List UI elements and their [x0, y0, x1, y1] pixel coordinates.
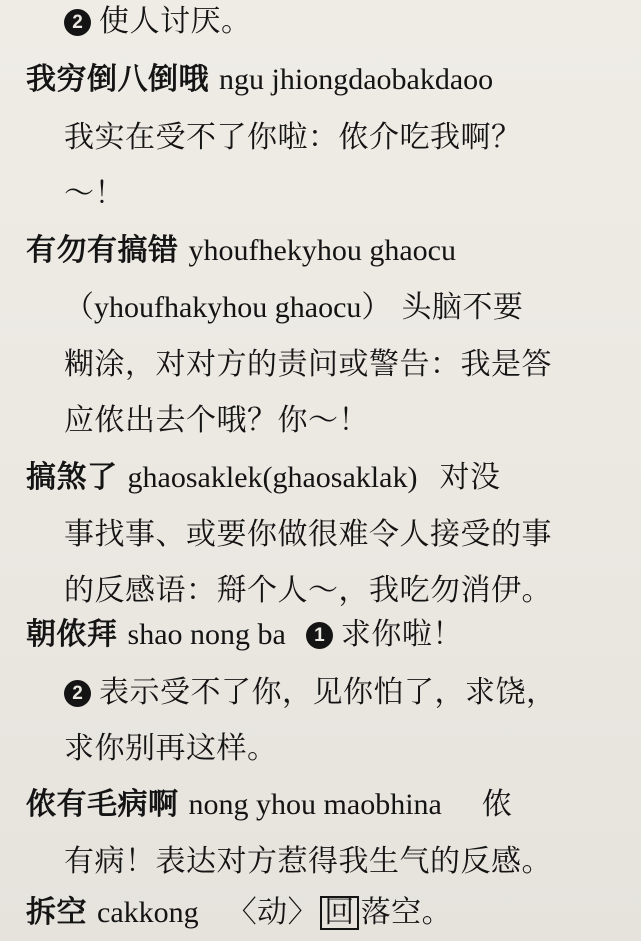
- headword: 有勿有搞错: [26, 233, 179, 268]
- entry-headline: [26, 458, 500, 498]
- definition-line: [64, 288, 523, 328]
- boxed-label: 回: [320, 896, 359, 930]
- entry-headline: [26, 231, 456, 271]
- sense-text: 求你啦！: [340, 617, 463, 652]
- headword: 拆空: [26, 895, 87, 930]
- alternate-pronunciation: （yhoufhakyhou ghaocu）: [64, 291, 392, 324]
- entry-headline: [26, 893, 452, 933]
- definition-line: [64, 515, 552, 555]
- example-text: ～！: [64, 176, 125, 211]
- sense-marker: 2: [64, 9, 91, 36]
- definition-line: [64, 729, 278, 769]
- sense-marker: 2: [64, 680, 91, 707]
- definition-line: [64, 345, 552, 385]
- definition-text: 应侬出去个哦？你～！: [64, 403, 369, 438]
- definition-line: [64, 401, 369, 441]
- definition-text: 落空。: [360, 895, 453, 930]
- pronunciation: ghaosaklek(ghaosaklak): [127, 461, 418, 494]
- pronunciation: yhoufhekyhou ghaocu: [188, 234, 456, 267]
- entry-headline: [26, 615, 463, 655]
- definition-line: [64, 174, 125, 214]
- headword: 朝侬拜: [26, 617, 118, 652]
- definition-text: 我实在受不了你啦：侬介吃我啊？: [64, 120, 522, 155]
- definition-text: 头脑不要: [401, 290, 524, 325]
- pronunciation: shao nong ba: [127, 618, 286, 651]
- entry-headline: [26, 60, 493, 100]
- definition-text: 有病！表达对方惹得我生气的反感。: [64, 844, 552, 879]
- sense-text: 求你别再这样。: [64, 731, 278, 766]
- definition-text: 对没: [439, 460, 501, 495]
- pronunciation: ngu jhiongdaobakdaoo: [219, 63, 494, 96]
- definition-line: [64, 842, 552, 882]
- pronunciation: nong yhou maobhina: [188, 788, 442, 821]
- sense-line: [64, 673, 557, 713]
- definition-text: 糊涂，对对方的责问或警告：我是答: [64, 347, 552, 382]
- pronunciation: cakkong: [97, 896, 199, 929]
- sense-text: 表示受不了你，见你怕了，求饶，: [99, 675, 557, 710]
- headword: 我穷倒八倒哦: [26, 62, 209, 97]
- headword: 侬有毛病啊: [26, 787, 179, 822]
- definition-text: 侬: [481, 787, 513, 822]
- sense-text: 使人讨厌。: [99, 4, 252, 39]
- definition-line: [64, 571, 552, 611]
- sense-line: [64, 2, 252, 42]
- definition-line: [64, 118, 522, 158]
- sense-marker: 1: [306, 622, 333, 649]
- part-of-speech: 〈动〉: [226, 895, 319, 930]
- definition-text: 的反感语：搿个人～，我吃勿消伊。: [64, 573, 552, 608]
- definition-text: 事找事、或要你做很难令人接受的事: [64, 517, 552, 552]
- entry-headline: [26, 785, 512, 825]
- headword: 搞煞了: [26, 460, 118, 495]
